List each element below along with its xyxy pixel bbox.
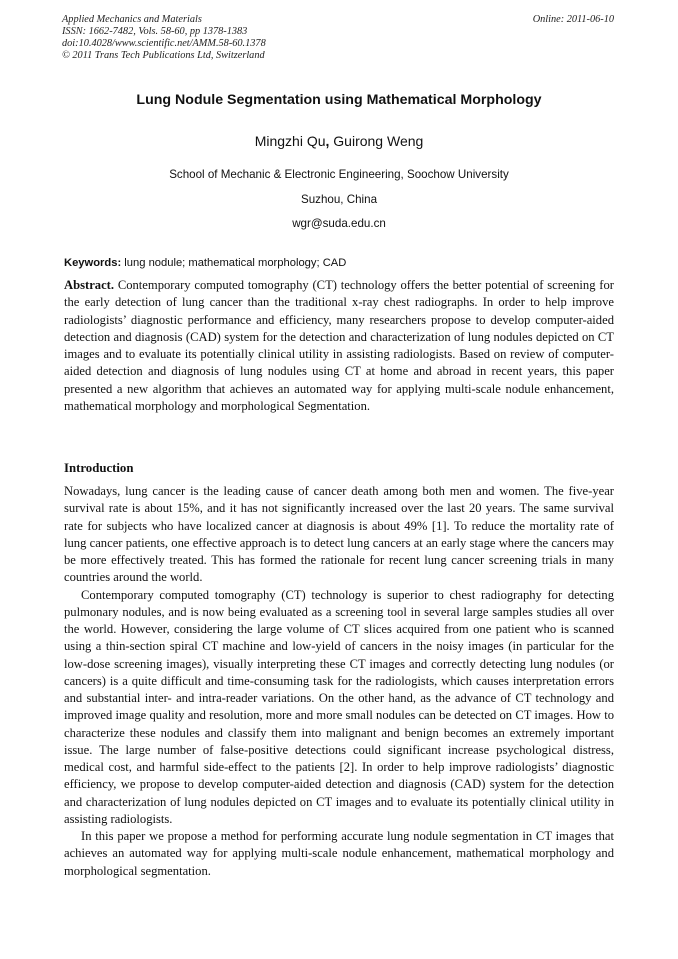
- affiliation-school: School of Mechanic & Electronic Engineering, Soochow University: [169, 168, 509, 181]
- journal-copyright: © 2011 Trans Tech Publications Ltd, Switzerland: [62, 50, 265, 61]
- online-date: Online: 2011-06-10: [532, 14, 614, 25]
- author-separator: ,: [325, 133, 330, 149]
- author-first: Mingzhi Qu: [254, 133, 326, 149]
- abstract-label: Abstract.: [64, 278, 115, 292]
- intro-paragraph-2: Contemporary computed tomography (CT) technology is superior to chest radiography for detecting pulmonary nodules, and is now being evaluated as a screening tool in several large samples studies all over the world. However, considering the large volume of CT slices acquired from one patient who is scanned using a thin-section spiral CT machine and low-yield of cancers in the noisy images (in particular for the low-dose screening images), visually interpreting these CT images and correctly detecting lung nodules (or cancers) is a quite difficult and time-consuming task for the radiologists, which causes interpretation errors and substantial inter- and intra-reader variations. On the other hand, as the advance of CT technology and improved image quality and resolution, more and more small nodules can be detected on CT images. How to characterize these nodules and classify them into malignant and benign becomes an extremely important issue. The large number of false-positive detections could significant increase psychological distress, medical cost, and harmful side-effect to the patients [2]. In order to help improve radiologists’ diagnostic efficiency, we propose to develop computer-aided detection and diagnosis (CAD) system for the detection and characterization of lung nodules depicted on CT images and to evaluate its potentially clinical utility in assisting radiologists.: [64, 587, 614, 826]
- keywords: [64, 256, 614, 270]
- journal-doi: doi:10.4028/www.scientific.net/AMM.58-60.1378: [62, 38, 266, 49]
- introduction-body: [64, 483, 614, 880]
- affiliation-email: wgr@suda.edu.cn: [292, 217, 386, 230]
- abstract: [64, 277, 614, 415]
- author-list: [0, 132, 678, 150]
- introduction-heading: Introduction: [64, 461, 134, 475]
- affiliation-city: Suzhou, China: [300, 193, 378, 206]
- paper-title: Lung Nodule Segmentation using Mathematical Morphology: [136, 92, 542, 108]
- journal-name: Applied Mechanics and Materials: [62, 14, 202, 25]
- keywords-text: lung nodule; mathematical morphology; CAD: [121, 257, 347, 269]
- intro-paragraph-1: Nowadays, lung cancer is the leading cause of cancer death among both men and women. The five-year survival rate is about 15%, and it has not significantly increased over the last 20 years. The same survival rate for subjects who have localized cancer at diagnosis is about 49% [1]. To reduce the mortality rate of lung cancer patients, one effective approach is to detect lung cancers at an early stage where the cancers may be more effectively treated. This has formed the rationale for recent lung cancer screening trials in many countries around the world.: [64, 484, 614, 585]
- intro-paragraph-3: In this paper we propose a method for performing accurate lung nodule segmentation in CT images that achieves an automated way for applying multi-scale nodule enhancement, mathematical morphology and morphological segmentation.: [64, 829, 614, 878]
- keywords-label: Keywords:: [64, 257, 122, 269]
- abstract-text: Contemporary computed tomography (CT) technology offers the better potential of screening for the early detection of lung cancer than the traditional x-ray chest radiographs. In order to help improve radiologists’ diagnostic performance and efficiency, many researchers propose to develop computer-aided detection and diagnosis (CAD) system for the detection and characterization of lung nodules depicted on CT images and to evaluate its potentially clinical utility in assisting radiologists. Based on review of computer-aided detection and diagnosis of lung nodules using CT at home and abroad in recent years, this paper presented a new algorithm that achieves an automated way for applying multi-scale nodule enhancement, mathematical morphology and morphological Segmentation.: [64, 278, 614, 413]
- journal-issn: ISSN: 1662-7482, Vols. 58-60, pp 1378-1383: [62, 26, 248, 37]
- journal-header: [62, 14, 266, 62]
- author-second: Guirong Weng: [329, 133, 424, 149]
